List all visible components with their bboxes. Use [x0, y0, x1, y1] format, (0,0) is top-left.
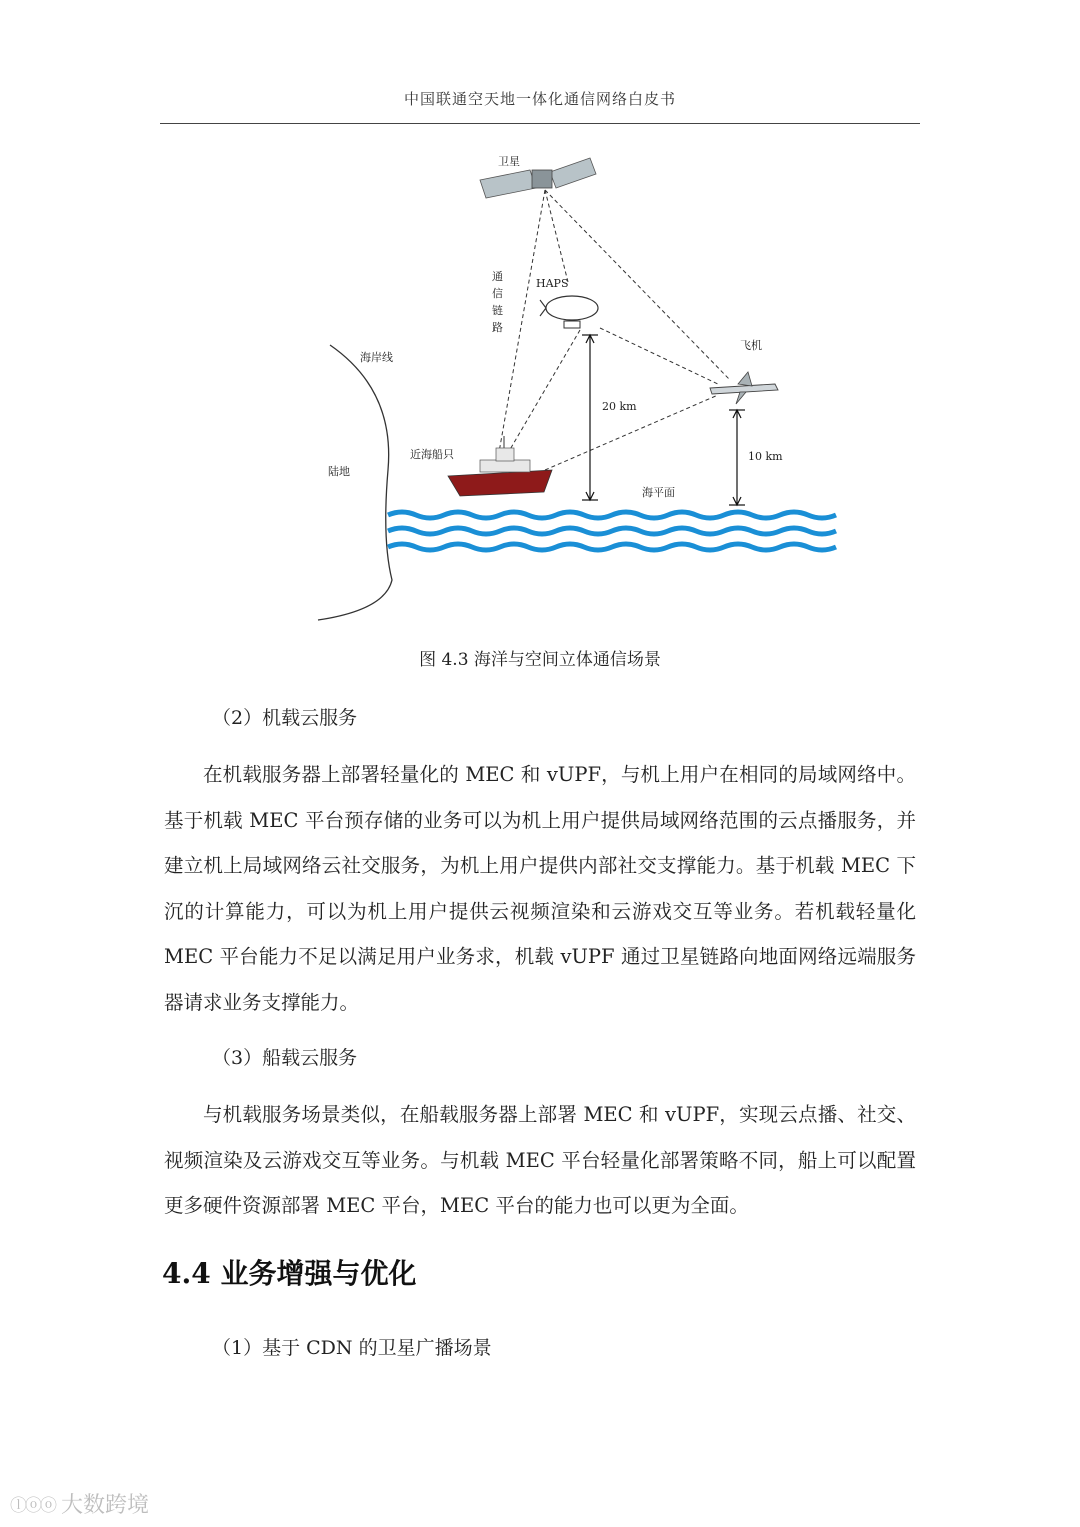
paragraph-airborne-cloud: 在机载服务器上部署轻量化的 MEC 和 vUPF，与机上用户在相同的局域网络中。基于机载 MEC 平台预存储的业务可以为机上用户提供局域网络范围的云点播服务，并建立机上局域网络云社交服务，为机上用户提供内部社交支撑能力。基于机载 MEC 下沉的计算能力，可以为机上用户提供云视频渲染和云游戏交互等业务。若机载轻量化 MEC 平台能力不足以满足用户业务求，机载 vUPF 通过卫星链路向地面网络远端服务器请求业务支撑能力。 [164, 763, 916, 1014]
svg-text:信: 信 [492, 287, 503, 300]
land-label: 陆地 [328, 465, 350, 478]
satellite-label: 卫星 [498, 155, 520, 168]
ship-label: 近海船只 [410, 448, 454, 461]
watermark-logo-icon: ⓛⓞⓞ [10, 1496, 55, 1516]
paragraph-shipborne-cloud: 与机载服务场景类似，在船载服务器上部署 MEC 和 vUPF，实现云点播、社交、视频渲染及云游戏交互等业务。与机载 MEC 平台轻量化部署策略不同，船上可以配置更多硬件资源部署 MEC 平台，MEC 平台的能力也可以更为全面。 [164, 1103, 916, 1217]
header-rule [160, 123, 920, 124]
svg-text:路: 路 [492, 321, 503, 334]
coastline-label: 海岸线 [360, 351, 393, 364]
communication-links [498, 190, 730, 470]
altitude-10km-label: 10 km [748, 450, 783, 463]
link-label [492, 270, 503, 334]
altitude-20km-arrow [582, 335, 598, 500]
subheading-airborne-cloud: （2）机载云服务 [212, 707, 358, 729]
sea-waves [388, 512, 836, 550]
haps-label: HAPS [536, 277, 569, 290]
subheading-shipborne-cloud: （3）船载云服务 [212, 1047, 358, 1069]
figure-caption: 图 4.3 海洋与空间立体通信场景 [419, 650, 661, 670]
coastline-curve [318, 345, 392, 620]
subheading-cdn-satellite: （1）基于 CDN 的卫星广播场景 [212, 1337, 492, 1359]
running-header: 中国联通空天地一体化通信网络白皮书 [403, 90, 676, 108]
sea-level-label: 海平面 [642, 486, 675, 499]
aircraft-label: 飞机 [740, 339, 762, 352]
figure-sea-air-communication [300, 140, 840, 630]
aircraft-icon [710, 372, 778, 404]
figure-diagram [300, 140, 840, 630]
watermark [10, 1488, 149, 1519]
section-heading-4-4: 4.4 业务增强与优化 [162, 1257, 417, 1290]
altitude-10km-arrow [729, 410, 745, 505]
altitude-20km-label: 20 km [602, 400, 637, 413]
haps-airship-icon [540, 296, 598, 328]
svg-text:链: 链 [492, 304, 503, 317]
watermark-text: 大数跨境 [61, 1493, 150, 1518]
svg-text:通: 通 [492, 270, 503, 283]
ship-icon [448, 436, 552, 496]
